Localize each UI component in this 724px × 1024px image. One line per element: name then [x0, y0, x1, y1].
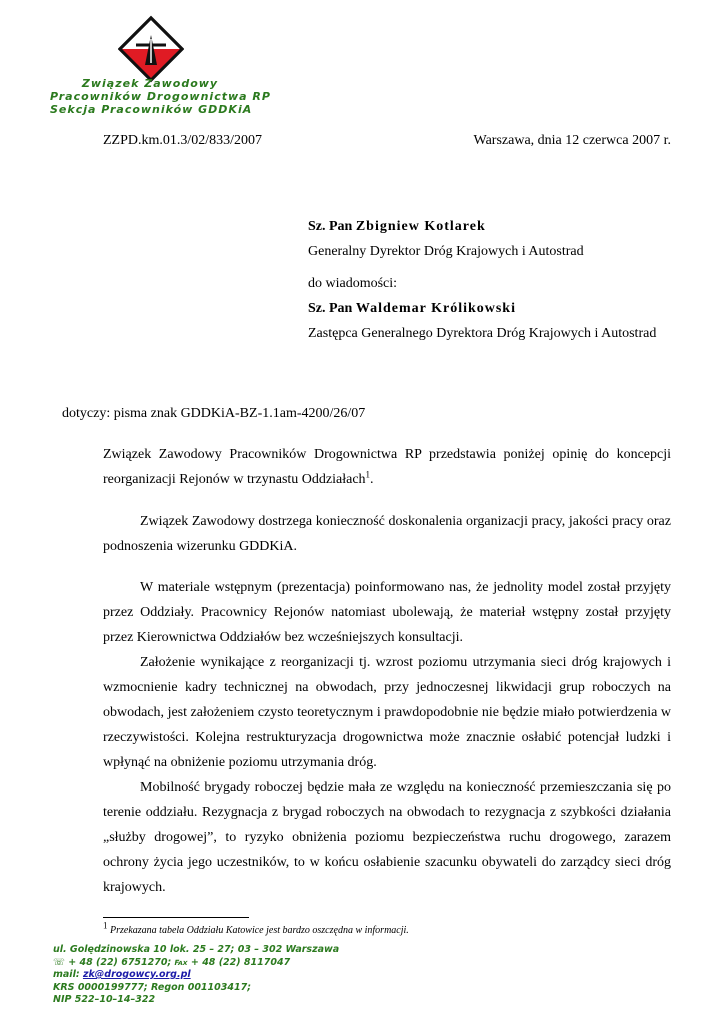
body-paragraph-3: W materiale wstępnym (prezentacja) poinformowano nas, że jednolity model został przyjęty przez Oddziały. Pracownicy Rejonów natomiast ubolewają, że materiał wstępny został przyjęty przez Kierownictwa Oddziałów bez wcześniejszych konsultacji. [103, 580, 671, 645]
body-paragraph-2: Związek Zawodowy dostrzega konieczność doskonalenia organizacji pracy, jakości pracy oraz podnoszenia wizerunku GDDKiA. [103, 514, 671, 554]
footnote-text: Przekazana tabela Oddziału Katowice jest bardzo oszczędna w informacji. [110, 925, 409, 936]
body-paragraph-5: Mobilność brygady roboczej będzie mała ze względu na konieczność przemieszczania się po terenie oddziału. Rezygnacja z brygad roboczych na obwodach to rezygnacja z szybkości działania „służby drogowej”, to ryzyko obniżenia poziomu bezpieczeństwa ruchu drogowego, zarazem ochrony życia jego uczestników, to w końcu osłabienie szacunku obywateli do zarządcy sieci dróg krajowych. [103, 780, 671, 895]
footer-mail [53, 969, 339, 982]
union-logo [118, 15, 184, 83]
footnote-number: 1 [103, 920, 108, 931]
cc-title: Zastępca Generalnego Dyrektora Dróg Krajowych i Autostrad [308, 326, 657, 341]
footer-krs-regon: KRS 0000199777; Regon 001103417; [53, 981, 252, 993]
footer-contact [53, 944, 339, 1007]
footer-fax: + 48 (22) 8117047 [190, 956, 291, 968]
footer-address: ul. Golędzinowska 10 lok. 25 – 27; 03 – 302 Warszawa [53, 944, 340, 955]
org-line-1: Związek Zawodowy [81, 77, 219, 90]
phone-icon: ☏ [53, 956, 65, 968]
subject-line: dotyczy: pisma znak GDDKiA-BZ-1.1am-4200/26/07 [62, 406, 366, 421]
body-paragraph-1: Związek Zawodowy Pracowników Drogownictwa RP przedstawia poniżej opinię do koncepcji reorganizacji Rejonów w trzynastu Oddziałach$^1$. [103, 447, 671, 487]
footer-phone-fax [53, 957, 339, 970]
recipient-title: Generalny Dyrektor Dróg Krajowych i Autostrad [308, 244, 584, 259]
footer-nip: NIP 522–10–14–322 [53, 994, 156, 1005]
org-line-2: Pracowników Drogownictwa RP [50, 90, 271, 103]
cc-name: Waldemar Królikowski [355, 301, 516, 316]
cc-prefix: Sz. Pan [308, 301, 353, 316]
footnote-ref: 1 [365, 469, 371, 480]
fax-icon: ℻ [174, 956, 188, 968]
recipient-prefix: Sz. Pan [308, 219, 353, 234]
cc-salutation [308, 300, 516, 318]
organization-name [50, 77, 271, 116]
recipient-salutation [308, 218, 486, 236]
body-paragraph-4: Założenie wynikające z reorganizacji tj. wzrost poziomu utrzymania sieci dróg krajowych i wzmocnienie kadry technicznej na obwodach, przy jednoczesnej likwidacji grup roboczych na obwodach, jest założeniem czysto teoretycznym i prawdopodobnie nie będzie miało potwierdzenia w rzeczywistości. Kolejna restrukturyzacja drogownictwa może znacznie osłabić potencjał ludzki i wpłynąć na obniżenie poziomu utrzymania dróg. [103, 655, 671, 770]
place-date: Warszawa, dnia 12 czerwca 2007 r. [473, 133, 671, 148]
footnote [103, 920, 409, 936]
recipient-name: Zbigniew Kotlarek [355, 219, 486, 234]
mail-label: mail: [53, 969, 80, 980]
cc-label: do wiadomości: [308, 276, 398, 291]
email-link[interactable]: zk@drogowcy.org.pl [82, 969, 191, 980]
org-line-3: Sekcja Pracowników GDDKiA [50, 103, 253, 116]
footnote-separator [103, 917, 249, 918]
reference-number: ZZPD.km.01.3/02/833/2007 [103, 133, 263, 148]
footer-phone: + 48 (22) 6751270; [68, 956, 172, 968]
